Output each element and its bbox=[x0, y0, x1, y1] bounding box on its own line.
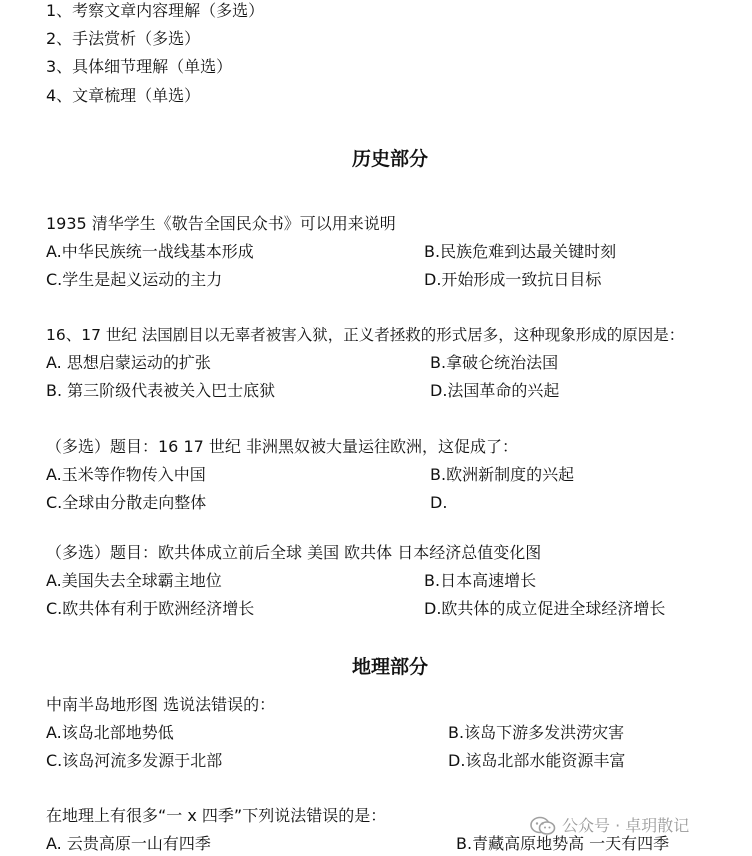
history-q4-option-a: A.美国失去全球霸主地位 bbox=[46, 571, 222, 590]
history-q2-stem: 16、17 世纪 法国剧目以无辜者被害入狱，正义者拯救的形式居多，这种现象形成的原因是： bbox=[46, 326, 685, 344]
geography-q2-option-b: B.青藏高原地势高 一天有四季 bbox=[456, 834, 670, 853]
history-q2-option-c: B. 第三阶级代表被关入巴士底狱 bbox=[46, 381, 276, 400]
history-q4-option-b: B.日本高速增长 bbox=[424, 571, 537, 590]
history-q4-option-c: C.欧共体有利于欧洲经济增长 bbox=[46, 599, 255, 618]
history-q1-option-d: D.开始形成一致抗日目标 bbox=[424, 270, 602, 289]
history-q3-stem: （多选）题目：16 17 世纪 非洲黑奴被大量运往欧洲，这促成了： bbox=[46, 437, 518, 456]
geography-title: 地理部分 bbox=[352, 656, 429, 678]
history-q3-option-d: D. bbox=[430, 493, 448, 512]
watermark-text: 公众号 · 卓玥散记 bbox=[562, 816, 690, 835]
outline-item-4: 4、文章梳理（单选） bbox=[46, 86, 201, 105]
history-q4-stem: （多选）题目：欧共体成立前后全球 美国 欧共体 日本经济总值变化图 bbox=[46, 543, 542, 562]
wechat-icon bbox=[530, 816, 556, 836]
outline-item-3: 3、具体细节理解（单选） bbox=[46, 57, 233, 76]
history-q3-option-b: B.欧洲新制度的兴起 bbox=[430, 465, 575, 484]
history-q3-option-c: C.全球由分散走向整体 bbox=[46, 493, 207, 512]
geography-q1-stem: 中南半岛地形图 选说法错误的： bbox=[46, 695, 276, 714]
history-q1-option-a: A.中华民族统一战线基本形成 bbox=[46, 242, 254, 261]
history-q1-option-b: B.民族危难到达最关键时刻 bbox=[424, 242, 617, 261]
history-q2-option-d: D.法国革命的兴起 bbox=[430, 381, 560, 400]
history-q2-option-a: A. 思想启蒙运动的扩张 bbox=[46, 353, 211, 372]
geography-q1-option-d: D.该岛北部水能资源丰富 bbox=[448, 751, 626, 770]
history-q4-option-d: D.欧共体的成立促进全球经济增长 bbox=[424, 599, 666, 618]
history-title: 历史部分 bbox=[352, 148, 429, 170]
outline-item-2: 2、手法赏析（多选） bbox=[46, 29, 201, 48]
history-q3-option-a: A.玉米等作物传入中国 bbox=[46, 465, 206, 484]
geography-q2-option-a: A. 云贵高原一山有四季 bbox=[46, 834, 211, 853]
history-q1-option-c: C.学生是起义运动的主力 bbox=[46, 270, 223, 289]
geography-q1-option-b: B.该岛下游多发洪涝灾害 bbox=[448, 723, 625, 742]
outline-item-1: 1、考察文章内容理解（多选） bbox=[46, 1, 265, 20]
history-q1-stem: 1935 清华学生《敬告全国民众书》可以用来说明 bbox=[46, 214, 396, 233]
history-q2-option-b: B.拿破仑统治法国 bbox=[430, 353, 559, 372]
geography-q1-option-c: C.该岛河流多发源于北部 bbox=[46, 751, 223, 770]
geography-q2-stem: 在地理上有很多“一 x 四季”下列说法错误的是： bbox=[46, 806, 387, 825]
geography-q1-option-a: A.该岛北部地势低 bbox=[46, 723, 174, 742]
